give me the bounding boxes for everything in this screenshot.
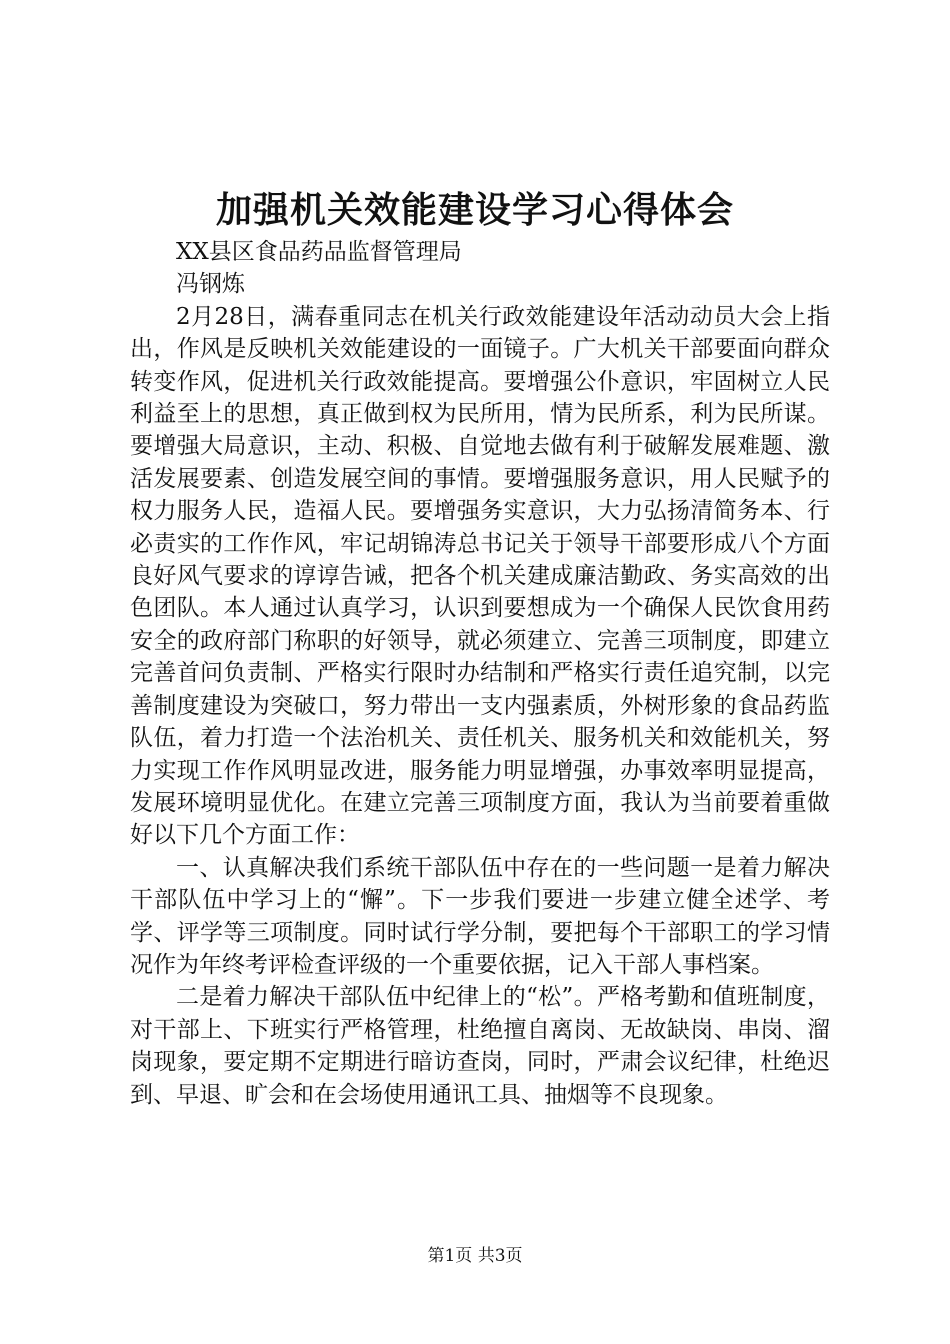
body-paragraph: 一、认真解决我们系统干部队伍中存在的一些问题一是着力解决干部队伍中学习上的“懈”。下一步我们要进一步建立健全述学、考学、评学等三项制度。同时试行学分制，要把每个干部职工的学习情况作为年终考评检查评级的一个重要依据，记入干部人事档案。 <box>130 854 830 978</box>
body-paragraph: 2月28日，满春重同志在机关行政效能建设年活动动员大会上指出，作风是反映机关效能建设的一面镜子。广大机关干部要面向群众转变作风，促进机关行政效能提高。要增强公仆意识，牢固树立人民利益至上的思想，真正做到权为民所用，情为民所系，利为民所谋。要增强大局意识，主动、积极、自觉地去做有利于破解发展难题、激活发展要素、创造发展空间的事情。要增强服务意识，用人民赋予的权力服务人民，造福人民。要增强务实意识，大力弘扬清简务本、行必责实的工作作风，牢记胡锦涛总书记关于领导干部要形成八个方面良好风气要求的谆谆告诫，把各个机关建成廉洁勤政、务实高效的出色团队。本人通过认真学习，认识到要想成为一个确保人民饮食用药安全的政府部门称职的好领导，就必须建立、完善三项制度，即建立完善首问负责制、严格实行限时办结制和严格实行责任追究制，以完善制度建设为突破口，努力带出一支内强素质，外树形象的食品药监队伍，着力打造一个法治机关、责任机关、服务机关和效能机关，努力实现工作作风明显改进，服务能力明显增强，办事效率明显提高，发展环境明显优化。在建立完善三项制度方面，我认为当前要着重做好以下几个方面工作： <box>130 303 830 849</box>
organization-line: XX县区食品药品监督管理局 <box>176 239 462 265</box>
author-line: 冯钢炼 <box>176 271 245 298</box>
document-body <box>130 236 830 1111</box>
document-title: 加强机关效能建设学习心得体会 <box>215 189 734 231</box>
body-paragraph: 二是着力解决干部队伍中纪律上的“松”。严格考勤和值班制度，对干部上、下班实行严格管理，杜绝擅自离岗、无故缺岗、串岗、溜岗现象，要定期不定期进行暗访查岗，同时，严肃会议纪律，杜绝迟到、早退、旷会和在会场使用通讯工具、抽烟等不良现象。 <box>130 984 830 1108</box>
page-footer: 第1页 共3页 <box>427 1246 523 1266</box>
